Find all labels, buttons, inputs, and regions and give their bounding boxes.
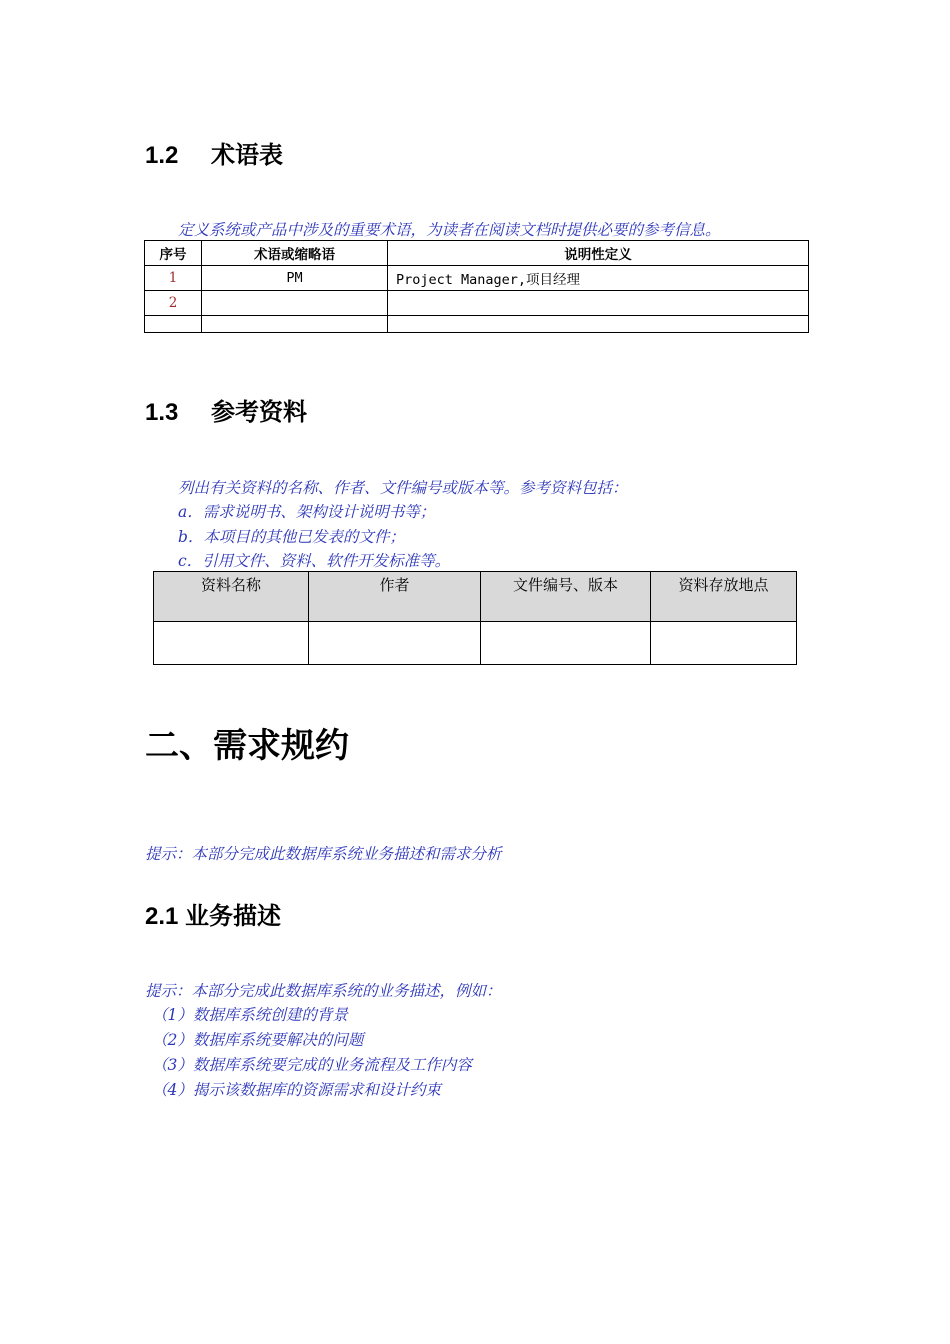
section-heading-1-3 — [145, 392, 307, 427]
references-item-c: c．引用文件、资料、软件开发标准等。 — [178, 552, 451, 570]
cell-seq — [145, 316, 202, 333]
section-title: 术语表 — [211, 142, 283, 169]
cell-seq: 2 — [145, 291, 202, 316]
section-heading-2-1: 2.1 业务描述 — [145, 903, 282, 930]
business-item-3: （3）数据库系统要完成的业务流程及工作内容 — [152, 1056, 472, 1074]
references-table — [153, 571, 797, 665]
table-header-row — [145, 241, 809, 266]
cell-doc-number — [481, 622, 651, 665]
references-item-b: b．本项目的其他已发表的文件； — [178, 528, 405, 546]
header-seq: 序号 — [145, 241, 202, 266]
header-term: 术语或缩略语 — [202, 241, 388, 266]
cell-seq: 1 — [145, 266, 202, 291]
table-row — [154, 622, 797, 665]
section-heading-1-2 — [145, 135, 283, 170]
table-row — [145, 266, 809, 291]
header-location: 资料存放地点 — [651, 572, 797, 622]
section-number: 1.2 — [145, 142, 179, 169]
cell-location — [651, 622, 797, 665]
glossary-intro: 定义系统或产品中涉及的重要术语，为读者在阅读文档时提供必要的参考信息。 — [178, 221, 721, 239]
header-name: 资料名称 — [154, 572, 309, 622]
business-hint: 提示：本部分完成此数据库系统的业务描述，例如： — [145, 982, 502, 1000]
glossary-table — [144, 240, 809, 333]
table-row — [145, 316, 809, 333]
cell-definition — [388, 316, 809, 333]
references-intro: 列出有关资料的名称、作者、文件编号或版本等。参考资料包括： — [178, 479, 628, 497]
business-item-2: （2）数据库系统要解决的问题 — [152, 1031, 364, 1049]
cell-definition — [388, 291, 809, 316]
cell-term: PM — [202, 266, 388, 291]
cell-definition: Project Manager,项目经理 — [388, 266, 809, 291]
table-row — [145, 291, 809, 316]
business-item-1: （1）数据库系统创建的背景 — [152, 1006, 348, 1024]
business-item-4: （4）揭示该数据库的资源需求和设计约束 — [152, 1081, 441, 1099]
header-doc-number: 文件编号、版本 — [481, 572, 651, 622]
cell-term — [202, 291, 388, 316]
chapter-hint: 提示：本部分完成此数据库系统业务描述和需求分析 — [145, 845, 502, 863]
cell-author — [309, 622, 481, 665]
header-definition: 说明性定义 — [388, 241, 809, 266]
section-title: 参考资料 — [211, 399, 307, 426]
references-item-a: a．需求说明书、架构设计说明书等； — [178, 503, 436, 521]
cell-term — [202, 316, 388, 333]
header-author: 作者 — [309, 572, 481, 622]
table-header-row — [154, 572, 797, 622]
cell-name — [154, 622, 309, 665]
chapter-title: 二、需求规约 — [145, 726, 349, 766]
section-number: 1.3 — [145, 399, 179, 426]
